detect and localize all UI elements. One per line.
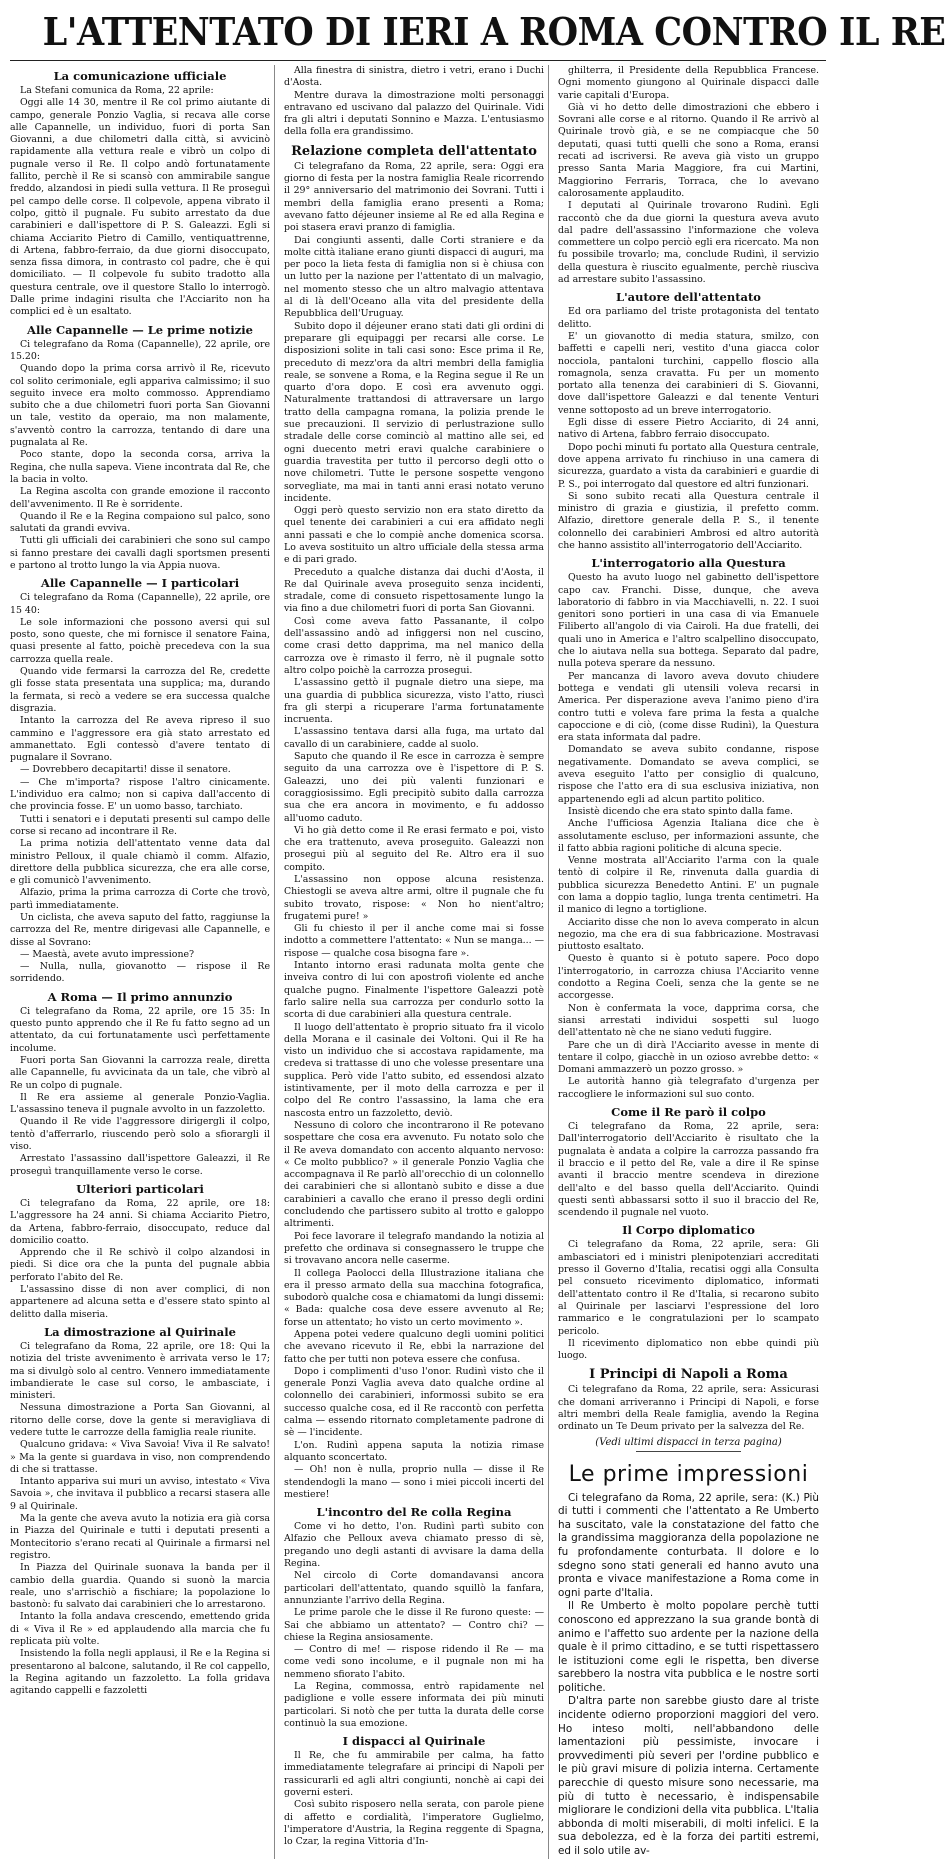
article-paragraph: Anche l'ufficiosa Agenzia Italiana dice che è assolutamente escluso, per informazioni assunte, che il fatto abbia ragioni politiche di alcuna specie.	[558, 818, 819, 854]
continuation-note: (Vedi ultimi dispacci in terza pagina)	[595, 1436, 782, 1448]
section-title: La dimostrazione al Quirinale	[44, 1324, 236, 1339]
section-title: L'autore dell'attentato	[616, 290, 761, 305]
article-paragraph: — Che m'importa? rispose l'altro cinicamente. L'individuo era calmo; non si capiva dall'accento di che provincia fosse. E' un uomo basso, tarchiato.	[10, 776, 270, 813]
article-paragraph: Tutti i senatori e i deputati presenti sul campo delle corse si recano ad incontrare il Re.	[10, 813, 270, 837]
article-section	[10, 1182, 270, 1321]
article-paragraph: Saputo che quando il Re esce in carrozza è sempre seguito da una carrozza ove è l'ispettore di P. S. Galeazzi, uno dei più valenti funzionari e coraggiosissimo. Egli precipitò subito dalla carrozza sua che era ancora in movimento, e fu addosso all'uomo caduto.	[284, 751, 544, 824]
article-paragraph: Ci telegrafano da Roma, 22 aprile, ore 18: L'aggressore ha 24 anni. Si chiama Acciarito Pietro, da Artena, fabbro-ferraio, disoccupato, reduce dal domicilio coatto.	[10, 1197, 270, 1246]
article-paragraph: Poco stante, dopo la seconda corsa, arriva la Regina, che nulla sapeva. Viene incontrata dal Re, che la bacia in volto.	[10, 449, 270, 485]
article-paragraph: Questo ha avuto luogo nel gabinetto dell'ispettore capo cav. Franchi. Disse, dunque, che aveva laboratorio di fabbro in via Macchiavelli, n. 22. I suoi genitori sono portieri in una casa di via Emanuele Filiberto all'angolo di via Cairoli. Ha due fratelli, dei quali uno in America e l'altro scalpellino disoccupato, che lo aiutava nella sua bottega. Separato dal padre, nulla poteva sperare da nessuno.	[558, 572, 819, 670]
article-paragraph: Le sole informazioni che possono aversi qui sul posto, sono queste, che mi fornisce il senatore Faina, quasi presente al fatto, poichè precedeva con la sua carrozza quella reale.	[10, 616, 270, 665]
article-paragraph: Quando dopo la prima corsa arrivò il Re, ricevuto col solito cerimoniale, egli appariva calmissimo; il suo seguito invece era molto commosso. Apprendiamo subito che a due chilometri fuori porta San Giovanni un tale, vestito da operaio, ma non malamente, s'avventò contro la carrozza, tentando di dare una pugnalata al Re.	[10, 363, 270, 449]
article-paragraph: Poi fece lavorare il telegrafo mandando la notizia al prefetto che ordinava si consegnassero le truppe che si trovavano ancora nelle caserme.	[284, 1230, 544, 1267]
section-title: Alle Capannelle — I particolari	[40, 576, 240, 591]
article-paragraph: Il Re era assieme al generale Ponzio-Vaglia. L'assassino teneva il pugnale avvolto in un fazzoletto.	[10, 1091, 270, 1116]
article-paragraph: La Regina ascolta con grande emozione il racconto dell'avvenimento. Il Re è sorridente.	[10, 486, 270, 510]
article-paragraph: Ci telegrafano da Roma, 22 aprile, sera: Assicurasi che domani arriveranno i Principi di Napoli, e forse altri membri della Reale famiglia, avendo la Regina ordinato un Te Deum privato per la salvezza del Re.	[558, 1384, 819, 1433]
article-paragraph: Fuori porta San Giovanni la carrozza reale, diretta alle Capannelle, fu avvicinata da un tale, che vibrò al Re un colpo di pugnale.	[10, 1054, 270, 1091]
section-title: I dispacci al Quirinale	[342, 1734, 486, 1749]
article-paragraph: Come vi ho detto, l'on. Rudinì partì subito con Alfazio che Pelloux aveva chiamato presso di sè, pregando uno degli astanti di avvisare la dama della Regina.	[284, 1521, 544, 1570]
article-paragraph: Gli fu chiesto il per il anche come mai si fosse indotto a commettere l'attentato: « Nun se manga... — rispose — qualche cosa bisogna fare ».	[284, 923, 544, 959]
article-paragraph: I deputati al Quirinale trovarono Rudinì. Egli raccontò che da due giorni la questura aveva avuto dal padre dell'assassino l'informazione che voleva commettere un colpo perciò egli era ricercato. Ma non fu possibile trovarlo; ma, conclude Rudinì, il servizio della questura è riuscito egualmente, perchè riuscìva ad arrestare subito l'assassino.	[558, 200, 819, 286]
article-paragraph: — Contro di me! — rispose ridendo il Re — ma come vedi sono incolume, e il pugnale non mi ha nemmeno sfiorato l'abito.	[284, 1644, 544, 1680]
article-paragraph: La Stefani comunica da Roma, 22 aprile:	[20, 85, 214, 96]
article-paragraph: Ci telegrafano da Roma, 22 aprile, ore 15 35: In questo punto apprendo che il Re fu fatto segno ad un attentato, da cui fortunatamente uscì perfettamente incolume.	[10, 1005, 270, 1054]
article-paragraph: Pare che un dì dirà l'Acciarito avesse in mente di tentare il colpo, giacchè in un ozioso avrebbe detto: « Domani ammazzerò un pozzo grosso. »	[558, 1039, 819, 1076]
article-paragraph: L'assassino disse di non aver complici, di non appartenere ad alcuna setta e d'essere stato spinto al delitto dalla miseria.	[10, 1284, 270, 1320]
article-paragraph: Insistendo la folla negli applausi, il Re e la Regina si presentarono al balcone, salutando, il Re col cappello, la Regina agitando un fazzoletto. La folla gridava agitando cappelli e fazzoletti	[10, 1648, 270, 1697]
article-paragraph: L'assassino gettò il pugnale dietro una siepe, ma una guardia di pubblica sicurezza, visto l'atto, riuscì fra gli sterpi a ricuperare l'arma fortunatamente incruenta.	[284, 677, 544, 726]
article-paragraph: Ci telegrafano da Roma, 22 aprile, sera: Oggi era giorno di festa per la nostra famiglia Reale ricorrendo il 29° anniversario del matrimonio dei Sovrani. Tutti i membri della famiglia erano presenti a Roma; avevano fatto déjeuner insieme al Re ed alla Regina e poi stasera eravi pranzo di famiglia.	[284, 160, 544, 234]
section-title: Come il Re parò il colpo	[611, 1105, 766, 1120]
section-divider	[636, 1451, 740, 1452]
article-paragraph: Intanto la carrozza del Re aveva ripreso il suo cammino e l'aggressore era già stato arrestato ed ammanettato. Egli contessò d'avere tentato di pugnalare il Sovrano.	[10, 715, 270, 764]
article-paragraph: Mentre durava la dimostrazione molti personaggi entravano ed uscivano dal palazzo del Quirinale. Vidi fra gli altri i deputati Sonnino e Mazza. L'entusiasmo della folla era grandissimo.	[284, 89, 544, 138]
article-paragraph: Ci telegrafano da Roma, 22 aprile, sera: (K.) Più di tutti i commenti che l'attentato a Re Umberto ha suscitato, vale la constatazione del fatto che la grandissima maggioranza della popolazione ne fu profondamente conturbata. Il dolore e lo sdegno sono stati generali ed hanno avuto una pronta e vivace manifestazione a Roma come in ogni parte d'Italia.	[558, 1491, 819, 1599]
article-paragraph: Alfazio, prima la prima carrozza di Corte che trovò, partì immediatamente.	[10, 887, 270, 911]
article-paragraph: Nel circolo di Corte domandavansi ancora particolari dell'attentato, quando squillò la fanfara, annunziante l'arrivo della Regina.	[284, 1570, 544, 1606]
article-paragraph: Questo è quanto si è potuto sapere. Poco dopo l'interrogatorio, in carrozza chiusa l'Acciarito venne condotto a Regina Coeli, senza che la gente se ne accorgesse.	[558, 953, 819, 1002]
article-section	[10, 69, 270, 319]
article-paragraph: Non è confermata la voce, dapprima corsa, che siansi arrestati individui sospetti sul luogo dell'attentato nè che ne siano veduti fuggire.	[558, 1002, 819, 1039]
article-paragraph: Ci telegrafano da Roma (Capannelle), 22 aprile, ore 15 40:	[10, 592, 270, 616]
section-title: L'incontro del Re colla Regina	[316, 1505, 512, 1520]
section-title: Ulteriori particolari	[76, 1181, 204, 1196]
article-paragraph: Un ciclista, che aveva saputo del fatto, raggiunse la carrozza del Re, mentre dirigevasi alle Capannelle, e disse al Sovrano:	[10, 912, 270, 948]
article-section	[558, 290, 819, 552]
article-paragraph: Oggi alle 14 30, mentre il Re col primo aiutante di campo, generale Ponzio Vaglia, si recava alle corse alle Capannelle, un individuo, fuori di porta San Giovanni, a due chilometri dalla città, si avvicinò rapidamente alla vettura reale e vibrò un colpo di pugnale verso il Re. Il colpo andò fortunatamente fallito, perchè il Re si scansò con ammirabile sangue freddo, alzandosi in piedi sulla vettura. Il Re proseguì pel campo delle corse. Il colpevole, appena vibrato il colpo, gittò il pugnale. Fu subito arrestato da due carabinieri e dall'ispettore di P. S. Galeazzi. Egli si chiama Acciarito Pietro di Camillo, ventiquattrenne, di Artena, fabbro-ferraio, da due giorni disoccupato, senza fissa dimora, in contrasto col padre, che è qui domiciliato. — Il colpevole fu subito tradotto alla questura centrale, ove il questore Stallo lo interrogò. Dalle prime indagini risulta che l'Acciarito non ha complici ed è un esaltato.	[10, 97, 270, 318]
article-paragraph: Insistè dicendo che era stato spinto dalla fame.	[568, 805, 793, 817]
article-paragraph: In Piazza del Quirinale suonava la banda per il cambio della guardia. Quando si suonò la marcia reale, uno s'arrischiò a fischiare; la popolazione lo bastonò: fu salvato dai carabinieri che lo arrestarono.	[10, 1562, 270, 1611]
article-paragraph: Quando il Re e la Regina compaiono sul palco, sono salutati da grandi evviva.	[10, 510, 270, 535]
article-section	[284, 145, 544, 1501]
article-paragraph: Già vi ho detto delle dimostrazioni che ebbero i Sovrani alle corse e al ritorno. Quando il Re arrivò al Quirinale trovò già, e se ne compiacque che 50 deputati, quasi tutti quelli che sono a Roma, eransi recati ad iscriversi. Re aveva già visto un gruppo presso Santa Maria Maggiore, fra cui Martini, Maggiorino Ferraris, Torraca, che lo avevano calorosamente applaudito.	[558, 101, 819, 199]
article-paragraph: Ci telegrafano da Roma, 22 aprile, sera: Gli ambasciatori ed i ministri plenipotenziari accreditati presso il Governo d'Italia, recatisi oggi alla Consulta pel consueto ricevimento diplomatico, informati dell'attentato contro il Re d'Italia, si recarono subito al Quirinale per lasciarvi l'espressione del loro rammarico e le congratulazioni per lo scampato pericolo.	[558, 1239, 819, 1337]
section-title: A Roma — Il primo annunzio	[47, 989, 233, 1004]
article-paragraph: Così subito risposero nella serata, con parole piene di affetto e cordialità, l'imperatore Guglielmo, l'imperatore d'Austria, la Regina reggente di Spagna, lo Czar, la regina Vittoria d'In-	[284, 1799, 544, 1848]
article-section	[10, 990, 270, 1178]
column-1	[10, 65, 275, 1859]
article-paragraph: Venne mostrata all'Acciarito l'arma con la quale tentò di colpire il Re, rinvenuta dalla guardia di pubblica sicurezza Benedetto Antini. E' un pugnale con lama a doppio taglio, lunga trenta centimetri. Ha il manico di legno a tortiglione.	[558, 855, 819, 916]
article-paragraph: D'altra parte non sarebbe giusto dare al triste incidente odierno proporzioni maggiori del vero. Ho inteso molti, nell'abbandono delle lamentazioni più pessimiste, invocare i provvedimenti più severi per l'ordine pubblico e le più gravi misure di polizia interna. Certamente parecchie di questo misure sono necessarie, ma più di tutto è necessario, è indispensabile migliorare le condizioni della vita pubblica. L'Italia abbonda di molti miserabili, di molti infelici. E la sua debolezza, ed è la forza dei partiti estremi, ed il solo utile av-	[558, 1695, 819, 1858]
article-paragraph: Si sono subito recati alla Questura centrale il ministro di grazia e giustizia, il prefetto comm. Alfazio, direttore generale della P. S., il tenente colonnello dei carabinieri Ambrosi ed altro autorità che hanno assistito all'interrogatorio dell'Acciarito.	[558, 490, 819, 551]
article-section	[284, 1505, 544, 1730]
article-paragraph: — Dovrebbero decapitarti! disse il senatore.	[20, 764, 231, 776]
article-paragraph: Intanto intorno erasi radunata molta gente che inveiva contro di lui con apostrofi violente ed anche qualche pugno. Finalmente l'ispettore Galeazzi potè farlo salire nella sua carrozza per condurlo sotto la scorta di due carabinieri alla questura centrale.	[284, 960, 544, 1021]
article-paragraph: Ci telegrafano da Roma, 22 aprile, ore 18: Qui la notizia del triste avvenimento è arrivata verso le 17; ma si divulgò solo al centro. Vennero immediatamente imbandierate le case sul corso, le ambasciate, i ministeri.	[10, 1340, 270, 1402]
article-section	[284, 65, 544, 139]
section-title: La comunicazione ufficiale	[53, 69, 227, 83]
article-section	[558, 1223, 819, 1362]
article-paragraph: E' un giovanotto di media statura, smilzo, con baffetti e capelli neri, vestito d'una giacca color nocciola, pantaloni turchini, cappello floscio alla romagnola, senza cravatta. Fu per un momento portato alla tenenza dei carabinieri di S. Giovanni, dove dall'ispettore Galeazzi e dal tenente Venturi venne sottoposto ad un breve interrogatorio.	[558, 330, 819, 416]
article-paragraph: Ma la gente che aveva avuto la notizia era già corsa in Piazza del Quirinale e tutti i deputati presenti a Montecitorio s'erano recati al Quirinale a firmarsi nel registro.	[10, 1513, 270, 1561]
article-paragraph: Domandato se aveva subito condanne, rispose negativamente. Domandato se aveva complici, se aveva eseguito l'atto per consiglio di qualcuno, rispose che l'atto era di sua esclusiva iniziativa, non appartenendo egli ad alcun partito politico.	[558, 744, 819, 805]
article-paragraph: Il Re Umberto è molto popolare perchè tutti conoscono ed apprezzano la sua grande bontà di animo e l'affetto suo ardente per la nazione della quale è il primo cittadino, e se tutti rispettassero le istituzioni come egli le rispetta, ben diverse sarebbero la nostra vita pubblica e le nostre sorti politiche.	[558, 1600, 819, 1694]
section-title: Alle Capannelle — Le prime notizie	[27, 322, 253, 337]
article-section	[558, 556, 819, 1101]
article-paragraph: Subito dopo il déjeuner erano stati dati gli ordini di preparare gli equipaggi per recarsi alle corse. Le disposizioni solite in tali casi sono: Esce prima il Re, preceduto di mezz'ora da altri membri della famiglia reale, se sonvene a Roma, e la Regina segue il Re un quarto d'ora dopo. E così era avvenuto oggi. Naturalmente trattandosi di attraversare un largo tratto della campagna romana, la polizia prende le sue precauzioni. Il servizio di perlustrazione sullo stradale delle corse cominciò al mattino alle sei, ed ogni duecento metri eravi qualche carabiniere o guardia travestita per tutto il percorso degli otto o nove chilometri. Tutte le persone sospette vengono sorvegliate, ma mai in tanti anni erasi notato veruno incidente.	[284, 320, 544, 504]
section-title: L'interrogatorio alla Questura	[591, 556, 786, 571]
article-paragraph: La prima notizia dell'attentato venne data dal ministro Pelloux, il quale chiamò il comm. Alfazio, direttore della pubblica sicurezza, che era alle corse, e gli comunicò l'avvenimento.	[10, 838, 270, 887]
article-section	[558, 65, 819, 286]
article-section	[558, 1105, 819, 1219]
article-paragraph: Preceduto a qualche distanza dai duchi d'Aosta, il Re dal Quirinale aveva proseguito senza incidenti, stradale, come di consueto rispettosamente lungo la via fino a due chilometri fuori di porta San Giovanni.	[284, 566, 544, 615]
article-section	[10, 1325, 270, 1698]
article-section	[558, 1368, 819, 1433]
column-3	[558, 65, 823, 1859]
article-paragraph: Qualcuno gridava: « Viva Savoia! Viva il Re salvato! » Ma la gente si guardava in viso, non comprendendo di che si trattasse.	[10, 1439, 270, 1475]
column-2	[284, 65, 549, 1859]
article-paragraph: L'assassino non oppose alcuna resistenza. Chiestogli se aveva altre armi, oltre il pugnale che fu subito trovato, rispose: « Non ho nient'altro; frugatemi pure! »	[284, 874, 544, 922]
article-paragraph: L'on. Rudinì appena saputa la notizia rimase alquanto sconcertato.	[284, 1439, 544, 1463]
impressioni-section	[558, 1462, 819, 1859]
article-paragraph: Tutti gli ufficiali dei carabinieri che sono sul campo si fanno prestare dei cavalli dagli sportsmen presenti e partono al trotto lungo la via Appia nuova.	[10, 535, 270, 571]
columns	[10, 60, 826, 1858]
article-paragraph: Apprendo che il Re schivò il colpo alzandosi in piedi. Si dice ora che la punta del pugnale abbia perforato l'abito del Re.	[10, 1247, 270, 1283]
article-paragraph: Acciarito disse che non lo aveva comperato in alcun negozio, ma che era di sua fabbricazione. Mostravasi piuttosto esaltato.	[558, 916, 819, 953]
article-paragraph: — Oh! non è nulla, proprio nulla — disse il Re stendendogli la mano — sono i miei piccoli incerti del mestiere!	[284, 1464, 544, 1500]
article-paragraph: Dopo i complimenti d'uso l'onor. Rudinì visto che il generale Ponzi Vaglia aveva dato qualche ordine al colonnello dei carabinieri, informossi subito se era successo qualche cosa, ed il Re raccontò con perfetta calma — essendo ritornato completamente padrone di sè — l'incidente.	[284, 1365, 544, 1439]
article-paragraph: Intanto la folla andava crescendo, emettendo grida di « Viva il Re » ed applaudendo alla marcia che fu replicata più volte.	[10, 1611, 270, 1648]
article-paragraph: ghilterra, il Presidente della Repubblica Francese. Ogni momento giungono al Quirinale dispacci dalle varie capitali d'Europa.	[558, 65, 819, 101]
article-paragraph: — Nulla, nulla, giovanotto — rispose il Re sorridendo.	[10, 961, 270, 985]
article-paragraph: Nessuna dimostrazione a Porta San Giovanni, al ritorno delle corse, dove la gente si meravigliava di vedere tutte le carrozze della famiglia reale riunite.	[10, 1402, 270, 1438]
article-paragraph: Le prime parole che le disse il Re furono queste: — Sai che abbiamo un attentato? — Contro chi? — chiese la Regina ansiosamente.	[284, 1607, 544, 1643]
article-paragraph: Ed ora parliamo del triste protagonista del tentato delitto.	[558, 306, 819, 330]
section-title: Il Corpo diplomatico	[622, 1223, 755, 1238]
section-title: Le prime impressioni	[568, 1461, 809, 1487]
article-paragraph: Quando vide fermarsi la carrozza del Re, credette gli fosse stata presentata una supplica; ma, durando la fermata, si recò a vedere se era successa qualche disgrazia.	[10, 666, 270, 714]
article-paragraph: Egli disse di essere Pietro Acciarito, di 24 anni, nativo di Artena, fabbro ferraio disoccupato.	[558, 417, 819, 441]
article-paragraph: Il ricevimento diplomatico non ebbe quindi più luogo.	[558, 1337, 819, 1362]
article-paragraph: Appena potei vedere qualcuno degli uomini politici che avevano ricevuto il Re, ebbi la narrazione del fatto che per tutti non poteva essere che confusa.	[284, 1328, 544, 1365]
article-section	[10, 323, 270, 573]
section-title: Relazione completa dell'attentato	[291, 143, 537, 159]
article-paragraph: La Regina, commossa, entrò rapidamente nel padiglione e volle essere informata dei più minuti particolari. Si notò che per tutta la durata delle corse continuò la sua emozione.	[284, 1681, 544, 1729]
article-paragraph: Il collega Paolocci della Illustrazione italiana che era il presso armato della sua macchina fotografica, subodorò qualche cosa e chiamatomi da lungi dissemi: « Bada: qualche cosa deve essere avvenuto al Re; forse un attentato; ho visto un certo movimento ».	[284, 1267, 544, 1328]
headline: L'ATTENTATO DI IERI A ROMA CONTRO IL RE	[42, 9, 946, 54]
article-paragraph: Intanto appariva sui muri un avviso, intestato « Viva Savoia », che invitava il pubblico a recarsi stasera alle 9 al Quirinale.	[10, 1476, 270, 1512]
article-paragraph: Ci telegrafano da Roma, 22 aprile, sera: Dall'interrogatorio dell'Acciarito è risultato che la pugnalata è andata a colpire la carrozza passando fra il braccio e il petto del Re, vale a dire il Re spinse avanti il braccio mentre scendeva in direzione dell'alto e del basso quella dell'Acciarito. Quindi questi sentì abbassarsi sotto il suo il braccio del Re, scendendo il pugnale nel vuoto.	[558, 1121, 819, 1219]
article-section	[284, 1734, 544, 1848]
article-paragraph: Oggi però questo servizio non era stato diretto da quel tenente dei carabinieri a cui era affidato negli anni passati e che lo compiè anche domenica scorsa. Lo aveva sostituito un altro ufficiale della stessa arma e di pari grado.	[284, 505, 544, 566]
article-paragraph: Arrestato l'assassino dall'ispettore Galeazzi, il Re proseguì tranquillamente verso le corse.	[10, 1153, 270, 1177]
article-paragraph: Dai congiunti assenti, dalle Corti straniere e da molte città italiane erano giunti dispacci di auguri, ma per poco la lieta festa di famiglia non si è chiusa con un lutto per la nazione per l'attentato di un malvagio, nel momento stesso che un altro malvagio attentava al di là dell'Oceano alla vita del presidente della Repubblica dell'Uruguay.	[284, 234, 544, 320]
article-paragraph: Il luogo dell'attentato è proprio situato fra il vicolo della Morana e il casinale dei Voltoni. Qui il Re ha visto un individuo che si accostava rapidamente, ma credeva si trattasse di uno che volesse presentare una supplica. Però vide l'atto subito, ed essendosi alzato istintivamente, per il moto della carrozza e per il colpo del Re contro l'assassino, la lama che era nascosta entro un fazzoletto, deviò.	[284, 1021, 544, 1119]
article-paragraph: Il Re, che fu ammirabile per calma, ha fatto immediatamente telegrafare ai principi di Napoli per rassicurarli ed agli altri congiunti, nonchè ai capi dei governi esteri.	[284, 1750, 544, 1799]
article-paragraph: Quando il Re vide l'aggressore dirigergli il colpo, tentò d'afferrarlo, riuscendo però solo a sfiorargli il viso.	[10, 1116, 270, 1153]
article-paragraph: Nessuno di coloro che incontrarono il Re potevano sospettare che cosa era avvenuto. Fu notato solo che il Re aveva domandato con accento alquanto nervoso: « Ce molto pubblico? » il generale Ponzio Vaglia che accompagnava il Re parlò all'orecchio di un colonnello dei carabinieri che si allontanò subito e disse a due carabinieri a cavallo che erano il presso degli ordini concludendo che partissero subito al trotto e galoppo altrimenti.	[284, 1119, 544, 1230]
article-paragraph: Per mancanza di lavoro aveva dovuto chiudere bottega e vendati gli utensili voleva recarsi in America. Per disperazione aveva l'animo pieno d'ira contro tutti e voleva fare prima la festa a qualche capoccione e di ciò, (come disse Rudinì), la Questura era stata informata dal padre.	[558, 670, 819, 744]
article-paragraph: — Maestà, avete avuto impressione?	[20, 948, 195, 960]
article-paragraph: Vi ho già detto come il Re erasi fermato e poi, visto che era trattenuto, aveva proseguito. Galeazzi non prosegui più al seguito del Re. Altro era il suo compito.	[284, 824, 544, 873]
article-paragraph: Alla finestra di sinistra, dietro i vetri, erano i Duchi d'Aosta.	[284, 65, 544, 89]
article-section	[10, 576, 270, 986]
article-paragraph: Dopo pochi minuti fu portato alla Questura centrale, dove appena arrivato fu rinchiuso in una camera di sicurezza, guardato a vista da carabinieri e guardie di P. S., poi interrogato dal questore ed altri funzionari.	[558, 441, 819, 490]
section-title: I Principi di Napoli a Roma	[589, 1367, 788, 1383]
article-paragraph: L'assassino tentava darsi alla fuga, ma urtato dal cavallo di un carabiniere, cadde al suolo.	[284, 726, 544, 750]
article-paragraph: Le autorità hanno già telegrafato d'urgenza per raccogliere le informazioni sul suo conto.	[558, 1076, 819, 1100]
article-paragraph: Ci telegrafano da Roma (Capannelle), 22 aprile, ore 15.20:	[10, 338, 270, 362]
article-paragraph: Così come aveva fatto Passanante, il colpo dell'assassino andò ad infiggersi non nel cuscino, come crasi detto dapprima, ma nel manico della carrozza ove è rimasto il ferro, nè il pugnale sotto altro colpo poichè la carrozza prosegui.	[284, 615, 544, 676]
